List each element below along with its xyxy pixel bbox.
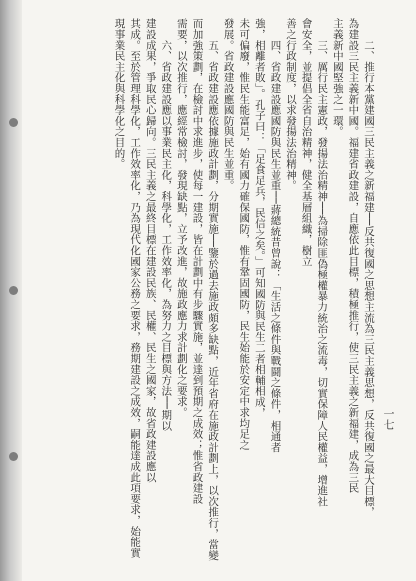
paragraph-three: 三、厲行民主憲政，發揚法治精神──為掃除匪偽極權暴力統治之流毒，切實保障人民權益，增進社 會安全，並提倡全省自治精神，健全基層組織，樹立 善之行政制度，以求發揚法治精神。 <box>285 18 329 507</box>
page-number: 一七 <box>382 408 395 430</box>
paragraph-two: 二、推行本黨建國三民主義之新福建──反共復國之思想主流為三民主義思想，反共復國之最大目標， 為建設三民主義新中國。福建省政建設，自應依此目標，積極推行，使三民主義之新福建，成為三民 主義新中國堅強之一環。 <box>331 18 375 518</box>
paragraph-six: 六、省政建設應以事業民主化，科學化，工作效率化，為努力之目標與方法──期以 建設成果，爭取民心歸向。三民主義之最終目標在建設民族、民權、民生之國家，故省政建設應以 其成。至於管理科學化，工作效率化，乃為現代化國家公務之要求，務期建設之成效，嗣能達成此項要求，始能實 現事業民主化與科學化之目的。 <box>113 18 173 558</box>
binding-spine <box>0 0 22 581</box>
paragraph-four: 四、省政建設應國防與民生並重──蔣總統昔曾說：「生活之條件與戰鬪之條件，相通者 強，相離者敗」。孔子曰：「足食足兵，民信之矣。」可知國防與民生二者相輔相成， 未可偏廢，惟民生能富足，始有國力確保國防，惟有鞏固國防，民生始能於安定中求均足之 發展。省政建設應國防與民生並重。 <box>222 18 282 453</box>
binding-hole <box>9 452 18 461</box>
binding-hole <box>9 286 18 295</box>
paragraph-five: 五、省政建設應依據施政計劃，分期實施──鑒於過去施政頗多缺點，近年省府在施政計劃上，以次推行，當變 而加強策劃，在檢討中求進步，使每一建設，皆在計劃中有步驟實施，並達到預期之成效；惟省政建設 需要，以次推行，應經常檢討，發現缺點，立予改進，故施政應力求計劃化之要求。 <box>175 18 220 561</box>
body-text <box>111 18 376 561</box>
binding-hole <box>9 118 18 127</box>
